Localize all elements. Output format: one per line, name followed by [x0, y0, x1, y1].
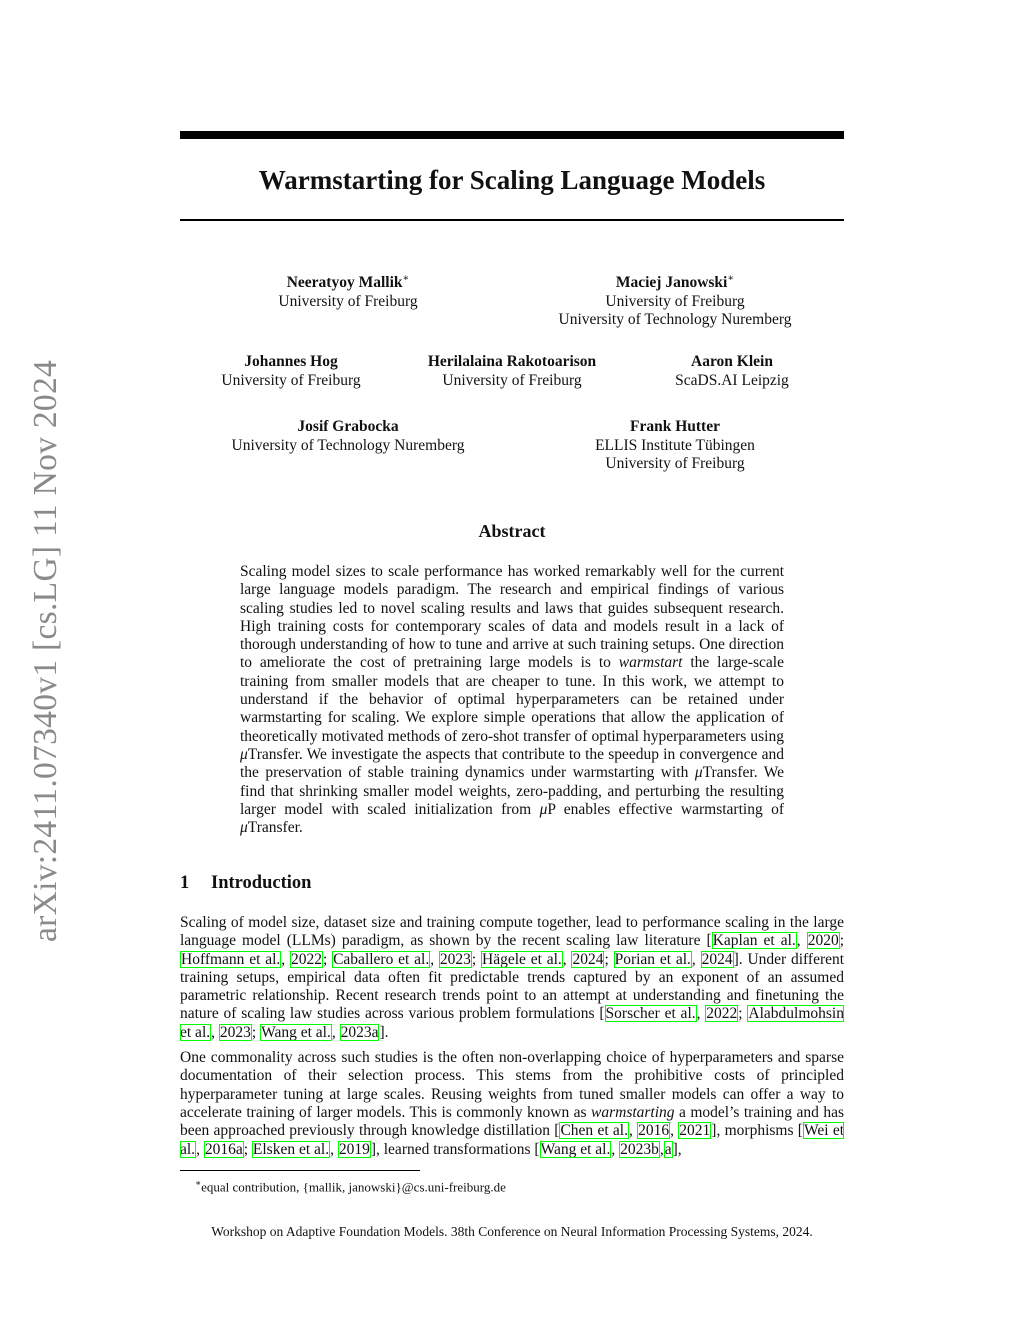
citation-link[interactable]: Wang et al.: [540, 1140, 611, 1158]
intro-paragraph-2: One commonality across such studies is the often non-overlapping choice of hyperparameters and sparse documentation of their selection process. This stems from the prohibitive costs of principled hyperparameter tuning at large scales. Reusing weights from tuned smaller models can offer a way to accelerate training of larger models. This is commonly known as warmstarting a model’s training and has been approached previously through knowledge distillation [Chen et al., 2016, 2021], morphisms [Wei et al., 2016a; Elsken et al., 2019], learned transformations [Wang et al., 2023b,a],: [180, 1049, 845, 1158]
citation-link[interactable]: 2020: [807, 932, 839, 950]
author-block: [412, 353, 612, 390]
emphasis-warmstarting: warmstarting: [591, 1103, 675, 1121]
venue-footer: Workshop on Adaptive Foundation Models. 38th Conference on Neural Information Processing Systems, 2024.: [211, 1224, 813, 1239]
citation-link[interactable]: 2023b: [620, 1140, 659, 1158]
citation-link[interactable]: 2022: [706, 1005, 738, 1023]
mu-symbol: μ: [694, 764, 703, 782]
author-block: [652, 353, 812, 390]
author-name: Maciej Janowski: [615, 274, 728, 292]
section-heading-introduction: [180, 871, 311, 895]
section-title: Introduction: [211, 873, 312, 893]
citation-link[interactable]: Hoffmann et al.: [181, 950, 281, 968]
author-name: Johannes Hog: [244, 353, 338, 370]
author-affiliation: University of Freiburg: [605, 292, 745, 310]
paper-title: Warmstarting for Scaling Language Models: [258, 165, 766, 195]
citation-link[interactable]: 2022: [290, 950, 322, 968]
title-top-rule: [180, 131, 844, 139]
title-bottom-rule: [180, 219, 844, 221]
citation-link[interactable]: 2023a: [340, 1023, 379, 1041]
citation-link[interactable]: Sorscher et al.: [605, 1005, 696, 1023]
author-name: Neeratyoy Mallik: [286, 274, 403, 292]
footnote-rule: [180, 1170, 420, 1171]
author-block: [575, 418, 775, 474]
author-affiliation: University of Technology Nuremberg: [231, 436, 465, 454]
citation-link[interactable]: 2023: [219, 1023, 251, 1041]
author-affiliation: University of Freiburg: [442, 371, 582, 389]
author-affiliation: University of Technology Nuremberg: [558, 311, 792, 329]
citation-link[interactable]: 2024: [572, 950, 604, 968]
author-affiliation: ScaDS.AI Leipzig: [675, 371, 789, 389]
author-block: [258, 270, 438, 311]
arxiv-identifier: arXiv:2411.07340v1 [cs.LG] 11 Nov 2024: [27, 359, 64, 942]
citation-link[interactable]: a: [664, 1140, 672, 1158]
footnote-text: equal contribution, {mallik, janowski}@cs.uni-freiburg.de: [201, 1179, 506, 1195]
citation-link[interactable]: Chen et al.: [560, 1122, 628, 1140]
footnote: [195, 1175, 506, 1195]
introduction-body: [180, 914, 844, 1166]
section-number: 1: [180, 873, 190, 893]
author-block: [545, 270, 805, 330]
citation-link[interactable]: 2023: [439, 950, 471, 968]
citation-link[interactable]: 2021: [679, 1122, 711, 1140]
author-affiliation: ELLIS Institute Tübingen: [595, 436, 755, 454]
citation-link[interactable]: Hägele et al.: [482, 950, 562, 968]
mu-symbol: μ: [539, 800, 548, 818]
citation-link[interactable]: Kaplan et al.: [712, 932, 796, 950]
abstract-text: Scaling model sizes to scale performance has worked remarkably well for the current large language models paradigm. The research and empirical findings of various scaling studies led to novel scaling results and laws that guides subsequent research. High training costs for contemporary scales of data and models result in a lack of thorough understanding of how to tune and arrive at such training setups. One direction to ameliorate the cost of pretraining large models is to warmstart the large-scale training from smaller models that are cheaper to tune. In this work, we attempt to understand if the behavior of optimal hyperparameters can be retained under warmstarting for scaling. We explore simple operations that allow the application of theoretically motivated methods of zero-shot transfer of optimal hyperparameters using μTransfer. We investigate the aspects that contribute to the speedup in convergence and the preservation of stable training dynamics under warmstarting with μTransfer. We find that shrinking smaller model weights, zero-padding, and perturbing the resulting larger model with scaled initialization from μP enables effective warmstarting of μTransfer.: [240, 563, 784, 837]
author-block: [218, 418, 478, 455]
citation-link[interactable]: Elsken et al.: [252, 1140, 330, 1158]
author-affiliation: University of Freiburg: [221, 371, 361, 389]
mu-symbol: μ: [240, 745, 248, 763]
citation-link[interactable]: 2016a: [204, 1140, 243, 1158]
citation-link[interactable]: Alabdulmohsin et al.: [180, 1005, 844, 1041]
citation-link[interactable]: 2016: [638, 1122, 670, 1140]
citation-link[interactable]: Porian et al.: [614, 950, 691, 968]
equal-contribution-mark: ∗: [727, 273, 735, 284]
abstract-heading: Abstract: [478, 521, 546, 541]
footnote-mark: ∗: [195, 1178, 202, 1188]
intro-paragraph-1: Scaling of model size, dataset size and training compute together, lead to performance scaling in the large language model (LLMs) paradigm, as shown by the recent scaling law literature [Kaplan et al., 2020; Hoffmann et al., 2022; Caballero et al., 2023; Hägele et al., 2024; Porian et al., 2024]. Under different training setups, empirical data often fit predictable trends captured by an exponent of an assumed parametric relationship. Recent research trends point to an attempt at understanding and finetuning the nature of scaling law studies across various problem formulations [Sorscher et al., 2022; Alabdulmohsin et al., 2023; Wang et al., 2023a].: [180, 914, 845, 1041]
citation-link[interactable]: Wei et al.: [180, 1122, 845, 1158]
citation-link[interactable]: Wang et al.: [261, 1023, 331, 1041]
author-name: Frank Hutter: [630, 418, 720, 435]
citation-link[interactable]: 2019: [338, 1140, 370, 1158]
author-affiliation: University of Freiburg: [605, 455, 745, 472]
author-affiliation: University of Freiburg: [278, 292, 418, 310]
mu-symbol: μ: [240, 819, 248, 837]
citation-link[interactable]: Caballero et al.: [333, 950, 430, 968]
author-name: Herilalaina Rakotoarison: [427, 353, 597, 370]
equal-contribution-mark: ∗: [402, 273, 410, 284]
author-block: [201, 353, 381, 390]
emphasis-warmstart: warmstart: [618, 654, 683, 672]
citation-link[interactable]: 2024: [701, 950, 733, 968]
author-name: Josif Grabocka: [297, 418, 399, 435]
author-name: Aaron Klein: [691, 353, 773, 370]
